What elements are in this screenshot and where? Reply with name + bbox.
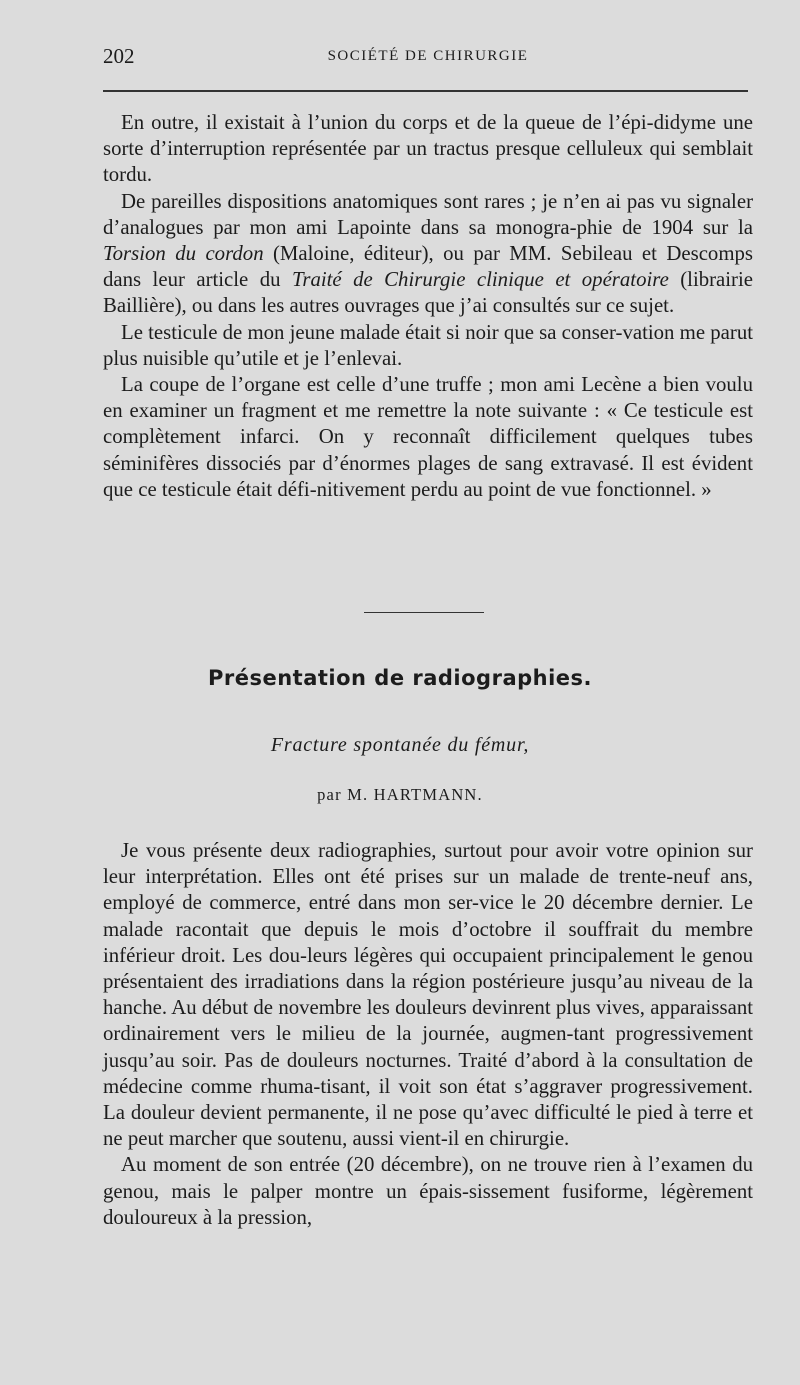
running-title: SOCIÉTÉ DE CHIRURGIE — [327, 48, 529, 64]
paragraph-5: Je vous présente deux radiographies, surtout pour avoir votre opinion sur leur interprétation. Elles ont été prises sur un malade de trente-neuf ans, employé de commerce, entré dans mon ser-vice le 20 décembre dernier. Le malade racontait que depuis le mois d’octobre il souffrait du membre inférieur droit. Les dou-leurs légères qui occupaient principalement le genou présentaient des irradiations dans la région postérieure jusqu’au niveau de la hanche. Au début de novembre les douleurs devinrent plus vives, apparaissant ordinairement vers le milieu de la journée, augmen-tant progressivement jusqu’au soir. Pas de douleurs nocturnes. Traité d’abord à la consultation de médecine comme rhuma-tisant, il voit son état s’aggraver progressivement. La douleur devient permanente, il ne pose qu’avec difficulté le pied à terre et ne peut marcher que soutenu, aussi vient-il en chirurgie. — [103, 839, 753, 1151]
paragraph-2: De pareilles dispositions anatomiques sont rares ; je n’en ai pas vu signaler d’analogues par mon ami Lapointe dans sa monogra-phie de 1904 sur la Torsion du cordon (Maloine, éditeur), ou par MM. Sebileau et Descomps dans leur article du Traité de Chirurgie clinique et opératoire (librairie Baillière), ou dans les autres ouvrages que j’ai consultés sur ce sujet. — [103, 189, 753, 318]
page-number: 202 — [103, 44, 135, 68]
article-subtitle: Fracture spontanée du fémur, — [270, 734, 530, 756]
paragraph-3: Le testicule de mon jeune malade était si noir que sa conser-vation me parut plus nuisible qu’utile et je l’enlevai. — [103, 320, 753, 370]
body-text-section-2 — [103, 838, 753, 1231]
section-heading: Présentation de radiographies. — [207, 666, 593, 690]
section-divider — [364, 612, 484, 613]
body-text-section-1 — [103, 110, 753, 503]
header-rule — [103, 90, 748, 92]
italic-title-traite: Traité de Chirurgie clinique et opératoire — [291, 268, 669, 292]
paragraph-6: Au moment de son entrée (20 décembre), on ne trouve rien à l’examen du genou, mais le palper montre un épais-sissement fusiforme, légèrement douloureux à la pression, — [103, 1153, 753, 1229]
page-header — [103, 44, 753, 74]
article-author: par M. HARTMANN. — [317, 785, 483, 804]
italic-title-torsion: Torsion du cordon — [103, 242, 264, 266]
paragraph-4: La coupe de l’organe est celle d’une truffe ; mon ami Lecène a bien voulu en examiner un fragment et me remettre la note suivante : « Ce testicule est complètement infarci. On y reconnaît difficilement quelques tubes séminifères dissociés par d’énormes plages de sang extravasé. Il est évident que ce testicule était défi-nitivement perdu au point de vue fonctionnel. » — [103, 373, 753, 501]
paragraph-1: En outre, il existait à l’union du corps et de la queue de l’épi-didyme une sorte d’interruption représentée par un tractus presque celluleux qui semblait tordu. — [103, 111, 753, 187]
